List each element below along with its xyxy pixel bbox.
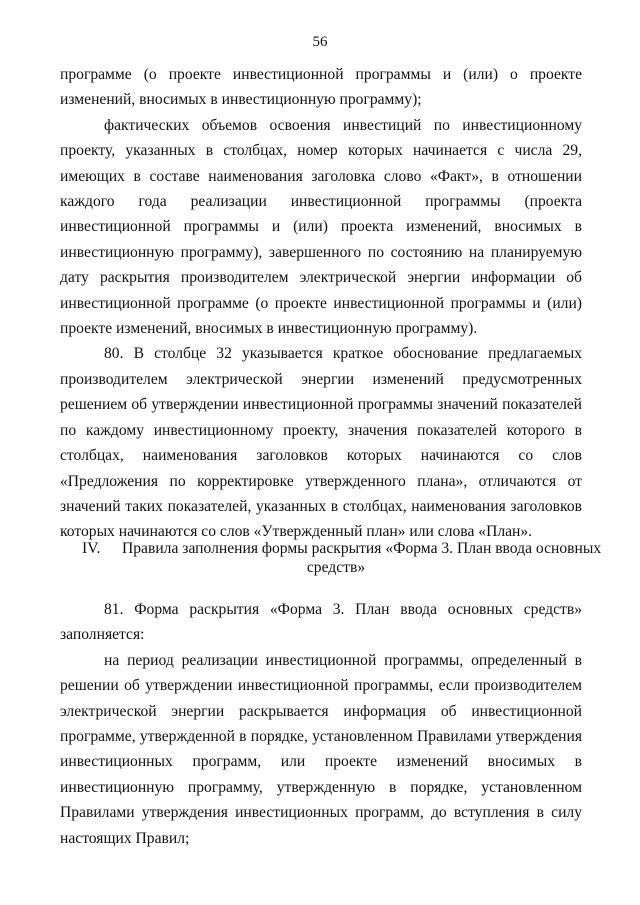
paragraph-item-80: 80. В столбце 32 указывается краткое обоснование предлагаемых производителем электрической энергии изменений предусмотренных решением об утверждении инвестиционной программы значений показателей по каждому инвестиционному проекту, значения показателей которого в столбцах, наименования заголовков которых начинаются со слов «Предложения по корректировке утвержденного плана», отличаются от значений таких показателей, указанных в столбцах, наименования заголовков которых начинаются со слов «Утвержденный план» или слова «План».	[60, 345, 582, 541]
body-text-upper	[60, 62, 582, 545]
section-number: IV.	[82, 540, 101, 557]
section-heading-line-1	[60, 539, 602, 558]
section-title-line-1: Правила заполнения формы раскрытия «Форма 3. План ввода основных	[122, 540, 602, 557]
page-number: 56	[312, 34, 328, 50]
paragraph-item-81: 81. Форма раскрытия «Форма 3. План ввода основных средств» заполняется:	[60, 601, 582, 644]
body-text-lower	[60, 597, 582, 851]
section-title-line-2: средств»	[306, 559, 366, 576]
paragraph-implementation-period: на период реализации инвестиционной программы, определенный в решении об утверждении инвестиционной программы, если производителем электрической энергии раскрывается информация об инвестиционной программе, утвержденной в порядке, установленном Правилами утверждения инвестиционных программ, или проекте изменений вносимых в инвестиционную программу, утвержденную в порядке, установленном Правилами утверждения инвестиционных программ, до вступления в силу настоящих Правил;	[60, 651, 582, 847]
section-heading	[60, 539, 602, 577]
paragraph-actual-volumes: фактических объемов освоения инвестиций по инвестиционному проекту, указанных в столбцах, номер которых начинается с числа 29, имеющих в составе наименования заголовка слово «Факт», в отношении каждого года реализации инвестиционной программы (проекта инвестиционной программы и (или) проекта изменений, вносимых в инвестиционную программу), завершенного по состоянию на планируемую дату раскрытия производителем электрической энергии информации об инвестиционной программе (о проекте инвестиционной программы и (или) проекте изменений, вносимых в инвестиционную программу).	[60, 116, 582, 338]
paragraph-continuation: программе (о проекте инвестиционной программы и (или) о проекте изменений, вносимых в инвестиционную программу);	[60, 66, 582, 109]
